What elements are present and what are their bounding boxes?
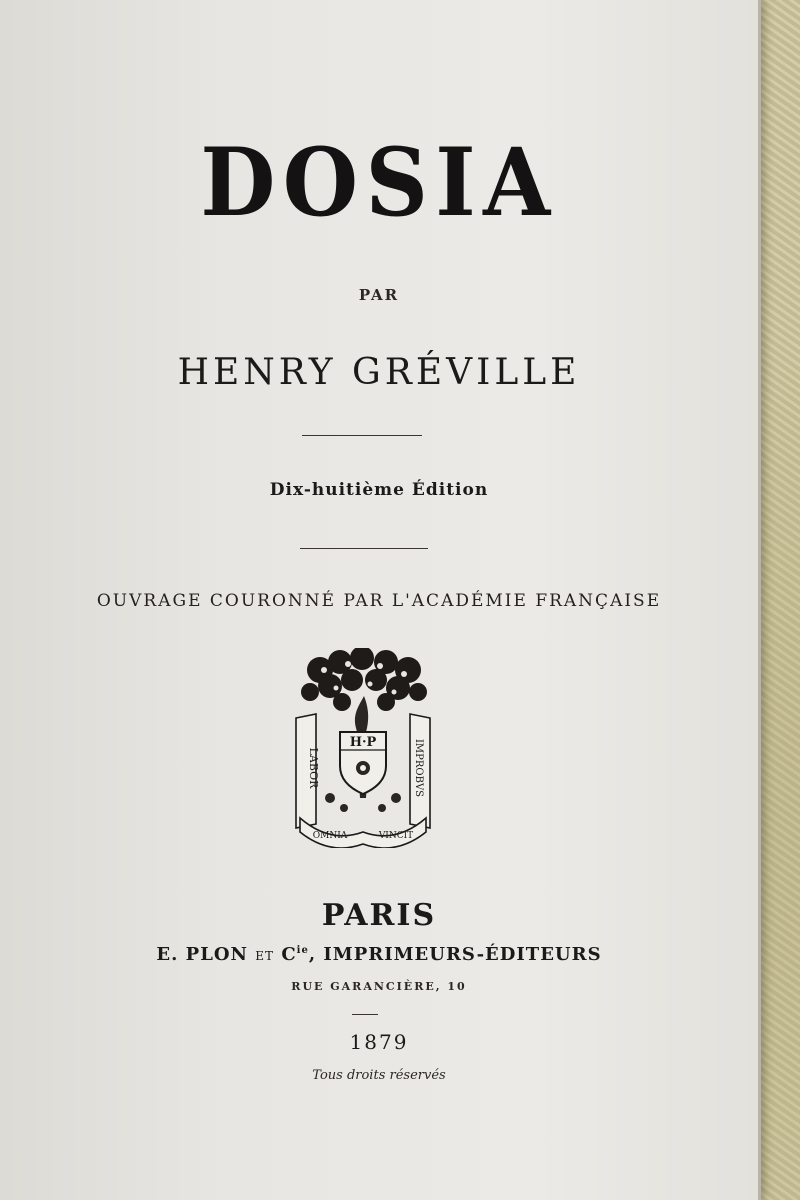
award-statement: OUVRAGE COURONNÉ PAR L'ACADÉMIE FRANÇAISE bbox=[96, 591, 662, 611]
publisher-address: RUE GARANCIÈRE, 10 bbox=[291, 980, 467, 993]
par-label: PAR bbox=[358, 286, 400, 304]
publisher-cie-sup: ie bbox=[296, 945, 309, 956]
book-title: DOSIA bbox=[200, 128, 558, 238]
printer-emblem-icon bbox=[290, 648, 436, 848]
publisher-et: ET bbox=[255, 949, 275, 963]
publisher-rest: , IMPRIMEURS-ÉDITEURS bbox=[308, 944, 602, 965]
author-name: HENRY GRÉVILLE bbox=[177, 352, 581, 393]
publication-city: PARIS bbox=[321, 898, 437, 933]
emblem-motto-left: LABOR bbox=[307, 747, 320, 789]
divider-rule bbox=[300, 548, 428, 549]
divider-rule bbox=[302, 435, 422, 436]
divider-rule bbox=[352, 1014, 378, 1015]
emblem-motto-right: IMPROBVS bbox=[413, 738, 424, 798]
emblem-motto-bottom-left: OMNIA bbox=[312, 831, 348, 841]
publisher-name: E. PLON bbox=[156, 944, 248, 965]
publisher-line bbox=[0, 944, 758, 965]
emblem-motto-bottom-right: VINCIT bbox=[378, 831, 414, 841]
edition-label: Dix-huitième Édition bbox=[269, 480, 489, 500]
emblem-initials: H·P bbox=[349, 735, 377, 750]
rights-notice: Tous droits réservés bbox=[312, 1068, 446, 1083]
publication-year: 1879 bbox=[349, 1030, 409, 1054]
publisher-cie: C bbox=[281, 944, 297, 965]
